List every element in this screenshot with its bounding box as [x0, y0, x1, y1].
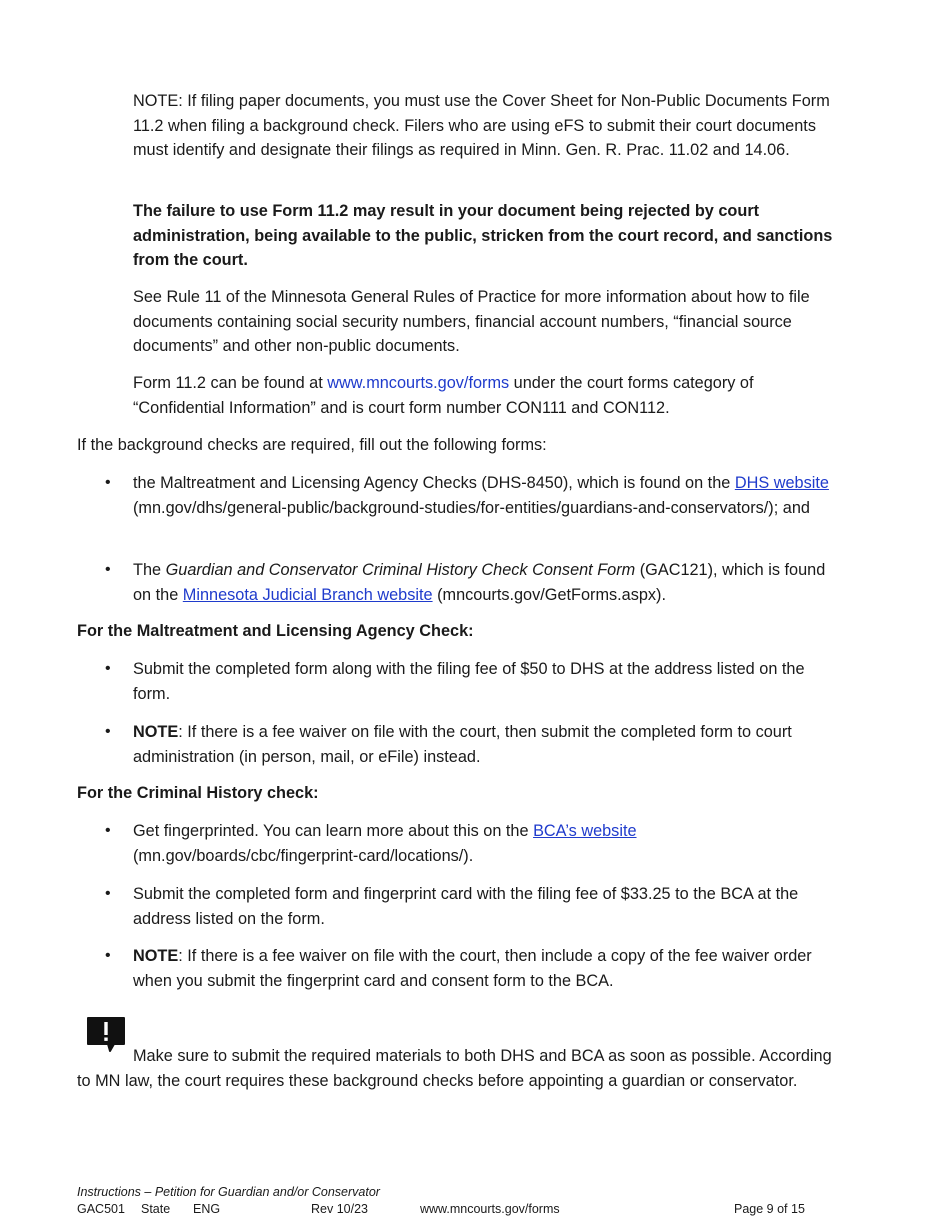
footer-rev: Rev 10/23 — [311, 1202, 368, 1216]
mncourts-forms-link[interactable]: www.mncourts.gov/forms — [327, 374, 510, 392]
alert-paragraph — [77, 1044, 847, 1093]
list-item-criminal-note — [105, 944, 845, 993]
form-location-prefix: Form 11.2 can be found at — [133, 374, 328, 392]
judicial-branch-website-link[interactable]: Minnesota Judicial Branch website — [182, 585, 433, 604]
note-label: NOTE — [133, 947, 179, 965]
bca-website-link[interactable]: BCA’s website — [533, 822, 637, 840]
gac121-prefix: The — [133, 561, 166, 579]
gac121-suffix: (mncourts.gov/GetForms.aspx). — [432, 585, 667, 604]
criminal-heading-text: For the Criminal History check: — [77, 784, 319, 802]
footer-url: www.mncourts.gov/forms — [420, 1202, 560, 1216]
list-item-maltreatment-note — [105, 720, 845, 769]
warning-text: The failure to use Form 11.2 may result in your document being rejected by court administration, being available to the public, stricken from the court record, and sanctions from the court. — [133, 202, 833, 269]
alert-text: Make sure to submit the required materials to both DHS and BCA as soon as possible. According to MN law, the court requires these background checks before appointing a guardian or conservator. — [77, 1047, 832, 1090]
list-item-gac121-form — [105, 558, 845, 607]
dhs-website-link[interactable]: DHS website — [734, 474, 829, 492]
dhs-form-suffix: (mn.gov/dhs/general-public/background-studies/for-entities/guardians-and-conservators/); and — [133, 498, 810, 517]
bullet-icon: • — [105, 474, 111, 491]
gac121-middle: (GAC121), which is found on the — [133, 561, 826, 604]
footer-state: State — [141, 1202, 171, 1216]
gac121-form-text — [133, 558, 845, 607]
dhs-form-text — [133, 471, 845, 520]
fingerprint-prefix: Get fingerprinted. You can learn more about this on the — [133, 822, 534, 840]
maltreatment-heading — [77, 619, 847, 644]
dhs-form-prefix: the Maltreatment and Licensing Agency Checks (DHS-8450), which is found on the — [133, 474, 735, 492]
bullet-icon: • — [105, 885, 111, 902]
bullet-icon: • — [105, 660, 111, 677]
footer-page-number: Page 9 of 15 — [734, 1202, 805, 1216]
maltreatment-note-body: : If there is a fee waiver on file with the court, then submit the completed form to court administration (in person, mail, or eFile) instead. — [133, 723, 792, 766]
footer-meta-row — [77, 1201, 857, 1218]
criminal-submit-text: Submit the completed form and fingerprint card with the filing fee of $33.25 to the BCA at the address listed on the form. — [133, 885, 799, 928]
note-text: NOTE: If filing paper documents, you must use the Cover Sheet for Non-Public Documents Form 11.2 when filing a background check. Filers who are using eFS to submit their court documents must identify and designate their filings as required in Minn. Gen. R. Prac. 11.02 and 14.06. — [133, 92, 830, 159]
list-item-dhs-form — [105, 471, 845, 520]
rule11-paragraph — [133, 285, 845, 359]
footer-title: Instructions – Petition for Guardian and/or Conservator — [77, 1185, 380, 1199]
bullet-icon: • — [105, 561, 111, 578]
form-location-paragraph — [133, 371, 845, 420]
page-footer — [77, 1184, 857, 1218]
criminal-note-text — [133, 944, 845, 993]
form-location-text — [133, 371, 845, 420]
criminal-heading — [77, 781, 847, 806]
maltreatment-heading-text: For the Maltreatment and Licensing Agency Check: — [77, 622, 474, 640]
warning-paragraph — [133, 199, 845, 273]
list-item-maltreatment-submit — [105, 657, 845, 706]
intro-text: If the background checks are required, fill out the following forms: — [77, 436, 547, 454]
intro-paragraph — [77, 433, 847, 458]
note-paragraph — [133, 89, 845, 163]
list-item-fingerprint — [105, 819, 845, 868]
footer-form-code: GAC501 — [77, 1202, 125, 1216]
maltreatment-note-text — [133, 720, 845, 769]
bullet-icon: • — [105, 723, 111, 740]
bullet-icon: • — [105, 822, 111, 839]
form-location-suffix: under the court forms category of “Confidential Information” and is court form number CON111 and CON112. — [133, 374, 754, 417]
fingerprint-suffix: (mn.gov/boards/cbc/fingerprint-card/locations/). — [133, 846, 474, 865]
note-label: NOTE — [133, 723, 179, 741]
list-item-criminal-submit — [105, 882, 845, 931]
gac121-form-title: Guardian and Conservator Criminal History Check Consent Form — [165, 561, 636, 579]
fingerprint-text — [133, 819, 845, 868]
criminal-note-body: : If there is a fee waiver on file with the court, then include a copy of the fee waiver order when you submit the fingerprint card and consent form to the BCA. — [133, 947, 812, 990]
footer-lang: ENG — [193, 1202, 221, 1216]
maltreatment-submit-text: Submit the completed form along with the filing fee of $50 to DHS at the address listed on the form. — [133, 660, 805, 703]
rule11-text: See Rule 11 of the Minnesota General Rules of Practice for more information about how to file documents containing social security numbers, financial account numbers, “financial source documents” and other non-public documents. — [133, 288, 810, 355]
bullet-icon: • — [105, 947, 111, 964]
